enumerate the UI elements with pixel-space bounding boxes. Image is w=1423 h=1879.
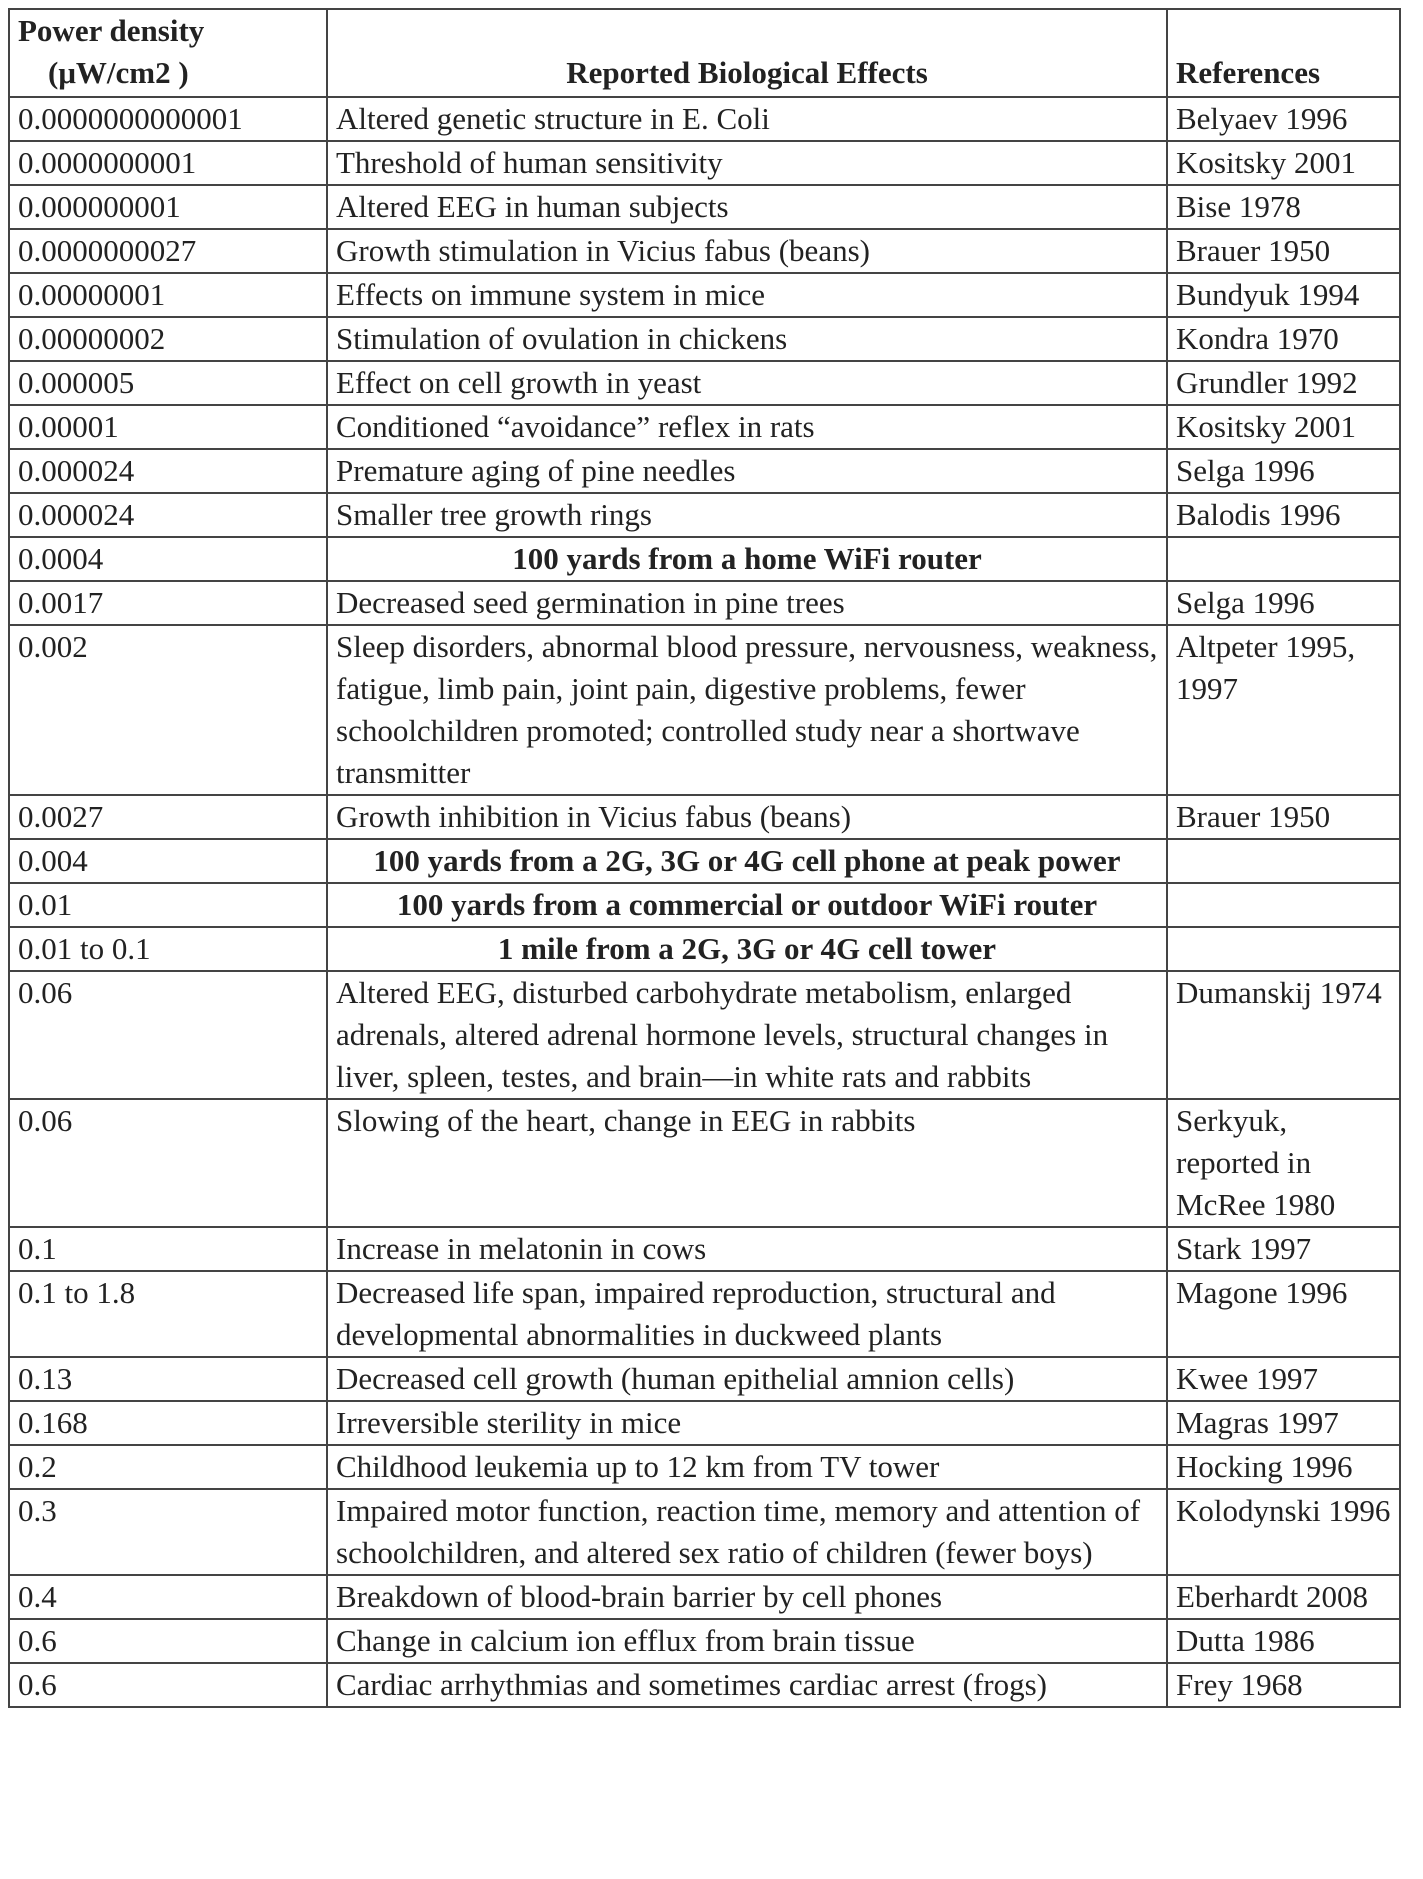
reference-cell: Stark 1997 [1167, 1227, 1400, 1271]
biological-effect-cell: Sleep disorders, abnormal blood pressure, nervousness, weakness, fatigue, limb pain, joint pain, digestive problems, fewer schoolchildren promoted; controlled study near a shortwave transmitter [327, 625, 1167, 795]
biological-effect-cell: Decreased life span, impaired reproduction, structural and developmental abnormalities in duckweed plants [327, 1271, 1167, 1357]
biological-effect-cell: Growth stimulation in Vicius fabus (beans) [327, 229, 1167, 273]
table-row [9, 317, 1400, 361]
table-row [9, 185, 1400, 229]
reference-cell: Kondra 1970 [1167, 317, 1400, 361]
header-row [9, 9, 1400, 97]
biological-effect-cell: Altered genetic structure in E. Coli [327, 97, 1167, 141]
table-row [9, 97, 1400, 141]
power-density-cell: 0.06 [9, 1099, 327, 1227]
reference-distance-cell: 100 yards from a commercial or outdoor WiFi router [327, 883, 1167, 927]
reference-distance-cell: 100 yards from a 2G, 3G or 4G cell phone at peak power [327, 839, 1167, 883]
biological-effect-cell: Impaired motor function, reaction time, memory and attention of schoolchildren, and altered sex ratio of children (fewer boys) [327, 1489, 1167, 1575]
header-effects: Reported Biological Effects [327, 9, 1167, 97]
reference-cell: Kolodynski 1996 [1167, 1489, 1400, 1575]
biological-effects-table [8, 8, 1401, 1708]
table-row [9, 229, 1400, 273]
table-row [9, 581, 1400, 625]
power-density-cell: 0.13 [9, 1357, 327, 1401]
biological-effect-cell: Increase in melatonin in cows [327, 1227, 1167, 1271]
biological-effect-cell: Decreased seed germination in pine trees [327, 581, 1167, 625]
power-density-cell: 0.00000001 [9, 273, 327, 317]
biological-effect-cell: Conditioned “avoidance” reflex in rats [327, 405, 1167, 449]
table-row [9, 1619, 1400, 1663]
power-density-cell: 0.1 to 1.8 [9, 1271, 327, 1357]
table-row [9, 449, 1400, 493]
table-row [9, 1445, 1400, 1489]
biological-effect-cell: Slowing of the heart, change in EEG in rabbits [327, 1099, 1167, 1227]
reference-distance-cell: 1 mile from a 2G, 3G or 4G cell tower [327, 927, 1167, 971]
reference-cell: Bise 1978 [1167, 185, 1400, 229]
table-row [9, 537, 1400, 581]
table-row [9, 971, 1400, 1099]
power-density-cell: 0.3 [9, 1489, 327, 1575]
power-density-cell: 0.004 [9, 839, 327, 883]
table-row [9, 141, 1400, 185]
table-row [9, 273, 1400, 317]
power-density-cell: 0.0027 [9, 795, 327, 839]
table-row [9, 1663, 1400, 1707]
table-row [9, 1227, 1400, 1271]
reference-cell: Magras 1997 [1167, 1401, 1400, 1445]
power-density-cell: 0.6 [9, 1663, 327, 1707]
power-density-cell: 0.06 [9, 971, 327, 1099]
power-density-cell: 0.168 [9, 1401, 327, 1445]
reference-cell: Eberhardt 2008 [1167, 1575, 1400, 1619]
reference-cell: Kositsky 2001 [1167, 141, 1400, 185]
table-row [9, 839, 1400, 883]
reference-cell: Grundler 1992 [1167, 361, 1400, 405]
table-row [9, 883, 1400, 927]
power-density-cell: 0.01 [9, 883, 327, 927]
table-row [9, 405, 1400, 449]
power-density-cell: 0.4 [9, 1575, 327, 1619]
header-power-line2: (μW/cm2 ) [48, 55, 189, 90]
biological-effect-cell: Stimulation of ovulation in chickens [327, 317, 1167, 361]
reference-cell: Selga 1996 [1167, 449, 1400, 493]
table-row [9, 1401, 1400, 1445]
header-references: References [1167, 9, 1400, 97]
biological-effect-cell: Breakdown of blood-brain barrier by cell phones [327, 1575, 1167, 1619]
reference-cell [1167, 927, 1400, 971]
reference-cell: Balodis 1996 [1167, 493, 1400, 537]
biological-effect-cell: Growth inhibition in Vicius fabus (beans) [327, 795, 1167, 839]
power-density-cell: 0.0017 [9, 581, 327, 625]
biological-effect-cell: Smaller tree growth rings [327, 493, 1167, 537]
power-density-cell: 0.2 [9, 1445, 327, 1489]
power-density-cell: 0.002 [9, 625, 327, 795]
biological-effect-cell: Effects on immune system in mice [327, 273, 1167, 317]
table-body [9, 97, 1400, 1707]
power-density-cell: 0.000005 [9, 361, 327, 405]
reference-cell: Hocking 1996 [1167, 1445, 1400, 1489]
biological-effect-cell: Premature aging of pine needles [327, 449, 1167, 493]
power-density-cell: 0.0004 [9, 537, 327, 581]
table-row [9, 493, 1400, 537]
biological-effect-cell: Effect on cell growth in yeast [327, 361, 1167, 405]
biological-effect-cell: Cardiac arrhythmias and sometimes cardiac arrest (frogs) [327, 1663, 1167, 1707]
table-row [9, 795, 1400, 839]
reference-cell: Serkyuk, reported in McRee 1980 [1167, 1099, 1400, 1227]
reference-cell [1167, 883, 1400, 927]
reference-cell: Kwee 1997 [1167, 1357, 1400, 1401]
biological-effect-cell: Change in calcium ion efflux from brain tissue [327, 1619, 1167, 1663]
biological-effect-cell: Altered EEG in human subjects [327, 185, 1167, 229]
header-power-density [9, 9, 327, 97]
table-row [9, 1357, 1400, 1401]
biological-effect-cell: Altered EEG, disturbed carbohydrate metabolism, enlarged adrenals, altered adrenal hormone levels, structural changes in liver, spleen, testes, and brain—in white rats and rabbits [327, 971, 1167, 1099]
power-density-cell: 0.0000000000001 [9, 97, 327, 141]
power-density-cell: 0.1 [9, 1227, 327, 1271]
power-density-cell: 0.6 [9, 1619, 327, 1663]
reference-cell: Brauer 1950 [1167, 795, 1400, 839]
header-power-line1: Power density [18, 13, 205, 48]
power-density-cell: 0.000024 [9, 449, 327, 493]
power-density-cell: 0.000000001 [9, 185, 327, 229]
table-row [9, 361, 1400, 405]
reference-cell: Frey 1968 [1167, 1663, 1400, 1707]
biological-effect-cell: Irreversible sterility in mice [327, 1401, 1167, 1445]
reference-cell: Altpeter 1995, 1997 [1167, 625, 1400, 795]
table-row [9, 1575, 1400, 1619]
table-row [9, 927, 1400, 971]
biological-effect-cell: Decreased cell growth (human epithelial amnion cells) [327, 1357, 1167, 1401]
reference-distance-cell: 100 yards from a home WiFi router [327, 537, 1167, 581]
reference-cell: Dumanskij 1974 [1167, 971, 1400, 1099]
reference-cell [1167, 537, 1400, 581]
power-density-cell: 0.00000002 [9, 317, 327, 361]
biological-effect-cell: Childhood leukemia up to 12 km from TV tower [327, 1445, 1167, 1489]
reference-cell: Bundyuk 1994 [1167, 273, 1400, 317]
reference-cell: Kositsky 2001 [1167, 405, 1400, 449]
table-row [9, 1099, 1400, 1227]
reference-cell: Selga 1996 [1167, 581, 1400, 625]
reference-cell: Magone 1996 [1167, 1271, 1400, 1357]
biological-effect-cell: Threshold of human sensitivity [327, 141, 1167, 185]
power-density-cell: 0.0000000027 [9, 229, 327, 273]
power-density-cell: 0.01 to 0.1 [9, 927, 327, 971]
power-density-cell: 0.00001 [9, 405, 327, 449]
power-density-cell: 0.0000000001 [9, 141, 327, 185]
table-row [9, 1489, 1400, 1575]
table-row [9, 1271, 1400, 1357]
reference-cell [1167, 839, 1400, 883]
reference-cell: Brauer 1950 [1167, 229, 1400, 273]
power-density-cell: 0.000024 [9, 493, 327, 537]
reference-cell: Belyaev 1996 [1167, 97, 1400, 141]
reference-cell: Dutta 1986 [1167, 1619, 1400, 1663]
table-row [9, 625, 1400, 795]
